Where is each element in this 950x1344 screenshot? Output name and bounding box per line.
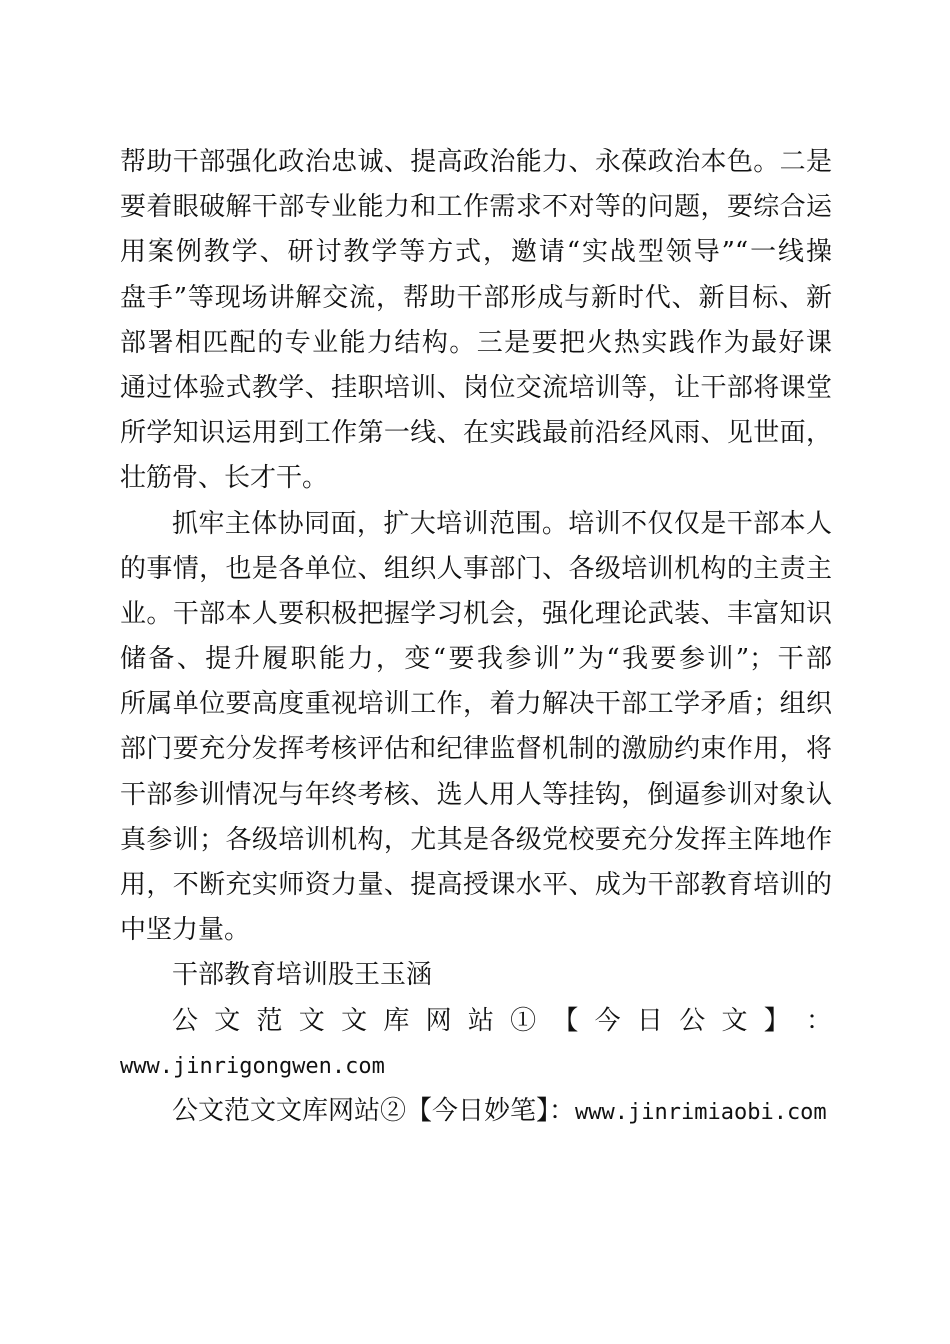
paragraph-2 xyxy=(120,502,832,954)
site-1-url[interactable]: www.jinrigongwen.com xyxy=(120,1053,385,1079)
author-signature: 干部教育培训股王玉涵 xyxy=(172,960,433,991)
paragraph-1-line-last: 壮筋骨、长才干。 xyxy=(120,463,329,494)
paragraph-1 xyxy=(120,140,832,502)
paragraph-1-line: 部署相匹配的专业能力结构。三是要把火热实践作为最好课 xyxy=(120,327,832,358)
site-2-url[interactable]: www.jinrimiaobi.com xyxy=(575,1099,827,1125)
paragraph-2-line: 抓牢主体协同面，扩大培训范围。培训不仅仅是干部本人 xyxy=(172,508,832,539)
paragraph-1-line: 盘手”等现场讲解交流，帮助干部形成与新时代、新目标、新 xyxy=(120,282,832,313)
paragraph-1-line: 帮助干部强化政治忠诚、提高政治能力、永葆政治本色。二是 xyxy=(120,147,832,177)
paragraph-2-line: 所属单位要高度重视培训工作，着力解决干部工学矛盾；组织 xyxy=(120,689,832,720)
site-2-line xyxy=(120,1089,832,1134)
paragraph-2-line: 业。干部本人要积极把握学习机会，强化理论武装、丰富知识 xyxy=(120,598,832,629)
paragraph-2-line: 用，不断充实师资力量、提高授课水平、成为干部教育培训的 xyxy=(120,870,832,900)
paragraph-1-line: 要着眼破解干部专业能力和工作需求不对等的问题，要综合运 xyxy=(120,192,832,223)
site-1-label: 公 文 范 文 文 库 网 站 ① 【 今 日 公 文 】 ： xyxy=(172,1005,832,1036)
paragraph-1-line: 所学知识运用到工作第一线、在实践最前沿经风雨、见世面， xyxy=(120,418,832,449)
paragraph-2-line: 真参训；各级培训机构，尤其是各级党校要充分发挥主阵地作 xyxy=(120,824,832,855)
paragraph-2-line: 干部参训情况与年终考核、选人用人等挂钩，倒逼参训对象认 xyxy=(120,779,832,810)
site-2-label: 公文范文文库网站②【今日妙笔】： xyxy=(172,1095,576,1126)
paragraph-2-line: 储备、提升履职能力，变“要我参训”为“我要参训”；干部 xyxy=(120,644,832,675)
document-page xyxy=(120,140,832,1134)
paragraph-2-line: 部门要充分发挥考核评估和纪律监督机制的激励约束作用，将 xyxy=(120,734,832,765)
paragraph-1-line: 用案例教学、研讨教学等方式，邀请“实战型领导”“一线操 xyxy=(120,237,832,268)
footer-links xyxy=(120,999,832,1135)
paragraph-2-line-last: 中坚力量。 xyxy=(120,915,251,946)
paragraph-2-line: 的事情，也是各单位、组织人事部门、各级培训机构的主责主 xyxy=(120,553,832,584)
paragraph-1-line: 通过体验式教学、挂职培训、岗位交流培训等，让干部将课堂 xyxy=(120,372,832,403)
